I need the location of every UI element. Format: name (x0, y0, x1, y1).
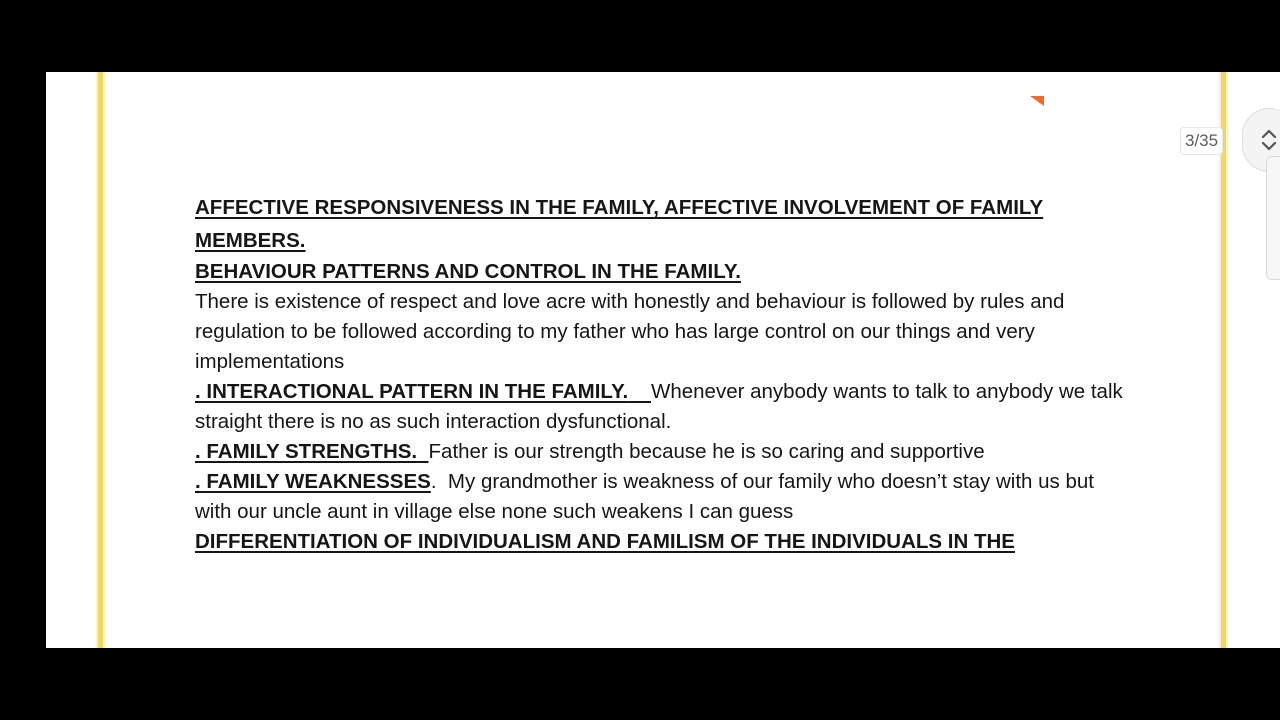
interaction-text: Whenever anybody wants to talk to anybody we talk straight there is no as such interaction dysfunctional. (195, 380, 1123, 433)
behaviour-heading: BEHAVIOUR PATTERNS AND CONTROL IN THE FAMILY. (195, 260, 741, 283)
strengths-label-spacer (417, 440, 428, 463)
weaknesses-punct: . (430, 470, 437, 493)
weaknesses-text: My grandmother is weakness of our family who doesn’t stay with us but with our uncle aunt in village else none such weakens I can guess (195, 470, 1094, 523)
weaknesses-label: . FAMILY WEAKNESSES (195, 470, 431, 493)
chevron-up-icon[interactable] (1260, 128, 1278, 140)
interaction-paragraph (195, 377, 1125, 437)
page-counter: 3/35 (1180, 127, 1223, 155)
scrollbar-handle[interactable] (1266, 156, 1280, 280)
interaction-label-spacer (628, 380, 651, 403)
interaction-label: . INTERACTIONAL PATTERN IN THE FAMILY. (195, 380, 629, 403)
strengths-label: . FAMILY STRENGTHS. (195, 440, 418, 463)
strengths-text: Father is our strength because he is so caring and supportive (428, 440, 985, 463)
strengths-paragraph (195, 437, 1125, 467)
page-content (195, 191, 1125, 557)
section-title: AFFECTIVE RESPONSIVENESS IN THE FAMILY, AFFECTIVE INVOLVEMENT OF FAMILY MEMBERS. (195, 196, 1044, 252)
chevron-down-icon[interactable] (1260, 140, 1278, 152)
page-border-right (1219, 72, 1228, 648)
next-section-heading: DIFFERENTIATION OF INDIVIDUALISM AND FAMILISM OF THE INDIVIDUALS IN THE (195, 530, 1015, 553)
annotation-marker-icon (1030, 96, 1044, 106)
page-border-left (96, 72, 105, 648)
behaviour-paragraph: There is existence of respect and love acre with honestly and behaviour is followed by rules and regulation to be followed according to my father who has large control on our things and very implementations (195, 290, 1065, 373)
document-viewer[interactable] (46, 72, 1280, 648)
weaknesses-paragraph (195, 467, 1125, 527)
